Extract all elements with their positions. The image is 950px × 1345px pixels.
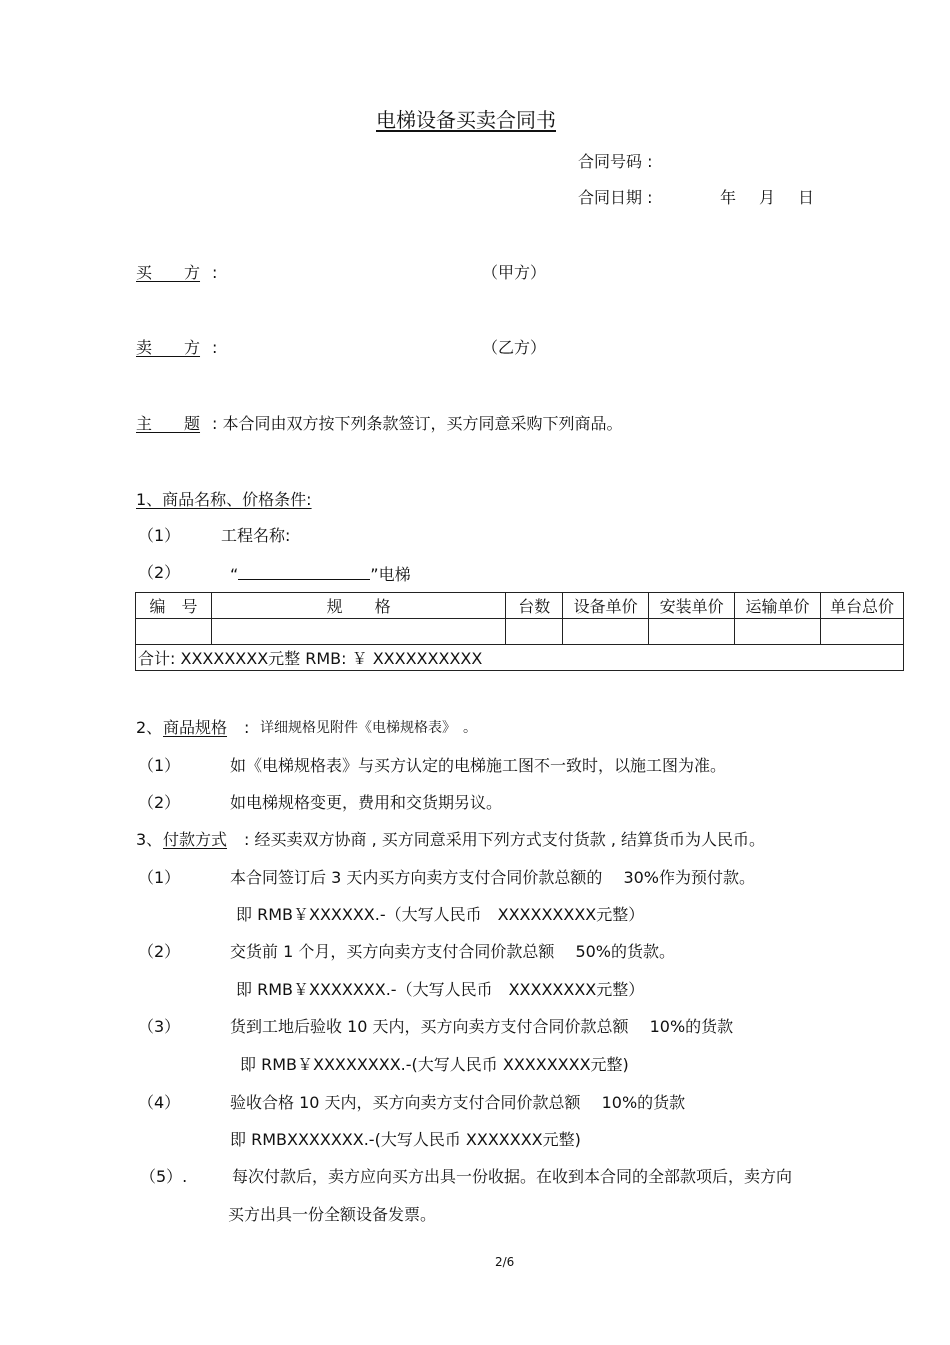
table-total-cell: 合计: XXXXXXXX元整 RMB: ￥ XXXXXXXXXX bbox=[136, 645, 904, 671]
table-cell bbox=[211, 619, 505, 645]
payment-item-line2: 即 RMB￥XXXXXX.-（大写人民币 XXXXXXXXX元整） bbox=[236, 905, 645, 924]
section1-item2-number: （2） bbox=[138, 563, 181, 582]
payment-item-line2: 即 RMB￥XXXXXXX.-（大写人民币 XXXXXXXX元整） bbox=[236, 980, 645, 999]
close-quote-elevator: ”电梯 bbox=[370, 565, 411, 584]
section2-text: 详细规格见附件《电梯规格表》 。 bbox=[260, 720, 477, 736]
header-cell: 设备单价 bbox=[563, 593, 649, 619]
payment-item-line1: 交货前 1 个月，买方向卖方支付合同价款总额 50%的货款。 bbox=[230, 942, 676, 961]
date-month: 月 bbox=[759, 188, 776, 207]
subject-text: : 本合同由双方按下列条款签订，买方同意采购下列商品。 bbox=[212, 414, 623, 433]
section2-number: 2、 bbox=[136, 718, 163, 737]
payment-item-number: （1） bbox=[138, 868, 181, 887]
seller-label: 卖 方 bbox=[136, 338, 201, 357]
payment-item-line2: 即 RMB￥XXXXXXXX.-(大写人民币 XXXXXXXX元整) bbox=[240, 1055, 629, 1074]
section1-item1-number: （1） bbox=[138, 526, 181, 545]
contract-date-label: 合同日期 : bbox=[578, 188, 653, 207]
page-number: 2/6 bbox=[495, 1255, 515, 1269]
seller-colon: : bbox=[212, 338, 218, 357]
header-cell: 台数 bbox=[506, 593, 563, 619]
payment-item-number: （4） bbox=[138, 1093, 181, 1112]
section1-item2-text bbox=[230, 563, 411, 585]
header-cell: 编 号 bbox=[136, 593, 212, 619]
payment-item5-number: （5）. bbox=[140, 1167, 188, 1186]
buyer-colon: : bbox=[212, 263, 218, 282]
seller-tag: （乙方） bbox=[482, 338, 547, 357]
contract-number-label: 合同号码 : bbox=[578, 152, 653, 171]
table-cell bbox=[506, 619, 563, 645]
table-cell bbox=[649, 619, 735, 645]
header-cell: 安装单价 bbox=[649, 593, 735, 619]
section3-heading: 付款方式 bbox=[163, 830, 228, 849]
table-row bbox=[136, 619, 904, 645]
date-day: 日 bbox=[798, 188, 815, 207]
header-cell: 规 格 bbox=[211, 593, 505, 619]
open-quote: “ bbox=[230, 565, 239, 584]
payment-item-number: （3） bbox=[138, 1017, 181, 1036]
payment-item5-line2: 买方出具一份全额设备发票。 bbox=[228, 1205, 437, 1224]
section3-number: 3、 bbox=[136, 830, 163, 849]
payment-item-line1: 本合同签订后 3 天内买方向卖方支付合同价款总额的 30%作为预付款。 bbox=[230, 868, 756, 887]
date-year: 年 bbox=[720, 188, 737, 207]
buyer-label: 买 方 bbox=[136, 263, 201, 282]
section2-heading: 商品规格 bbox=[163, 718, 228, 737]
elevator-name-blank bbox=[238, 563, 370, 580]
section2-colon: : bbox=[244, 718, 250, 737]
section2-item1-text: 如《电梯规格表》与买方认定的电梯施工图不一致时，以施工图为准。 bbox=[230, 756, 727, 775]
header-cell: 运输单价 bbox=[735, 593, 821, 619]
section1-item1-text: 工程名称: bbox=[221, 526, 291, 545]
payment-item-number: （2） bbox=[138, 942, 181, 961]
section1-heading: 1、商品名称、价格条件: bbox=[136, 490, 312, 509]
table-cell bbox=[136, 619, 212, 645]
section2-item2-text: 如电梯规格变更，费用和交货期另议。 bbox=[230, 793, 503, 812]
subject-label: 主 题 bbox=[136, 414, 201, 433]
buyer-tag: （甲方） bbox=[482, 263, 547, 282]
payment-item-line1: 货到工地后验收 10 天内，买方向卖方支付合同价款总额 10%的货款 bbox=[230, 1017, 734, 1036]
section2-item1-number: （1） bbox=[138, 756, 181, 775]
table-cell bbox=[735, 619, 821, 645]
table-cell bbox=[563, 619, 649, 645]
section3-text: : 经买卖双方协商 , 买方同意采用下列方式支付货款 , 结算货币为人民币。 bbox=[244, 830, 765, 849]
table-header-row bbox=[136, 593, 904, 619]
payment-item5-line1: 每次付款后，卖方应向买方出具一份收据。在收到本合同的全部款项后，卖方向 bbox=[232, 1167, 793, 1186]
spec-table bbox=[135, 592, 904, 671]
table-cell bbox=[820, 619, 903, 645]
payment-item-line1: 验收合格 10 天内，买方向卖方支付合同价款总额 10%的货款 bbox=[230, 1093, 686, 1112]
table-total-row bbox=[136, 645, 904, 671]
header-cell: 单台总价 bbox=[820, 593, 903, 619]
payment-item-line2: 即 RMBXXXXXXX.-(大写人民币 XXXXXXX元整) bbox=[230, 1130, 581, 1149]
section2-item2-number: （2） bbox=[138, 793, 181, 812]
document-title: 电梯设备买卖合同书 bbox=[376, 108, 556, 132]
